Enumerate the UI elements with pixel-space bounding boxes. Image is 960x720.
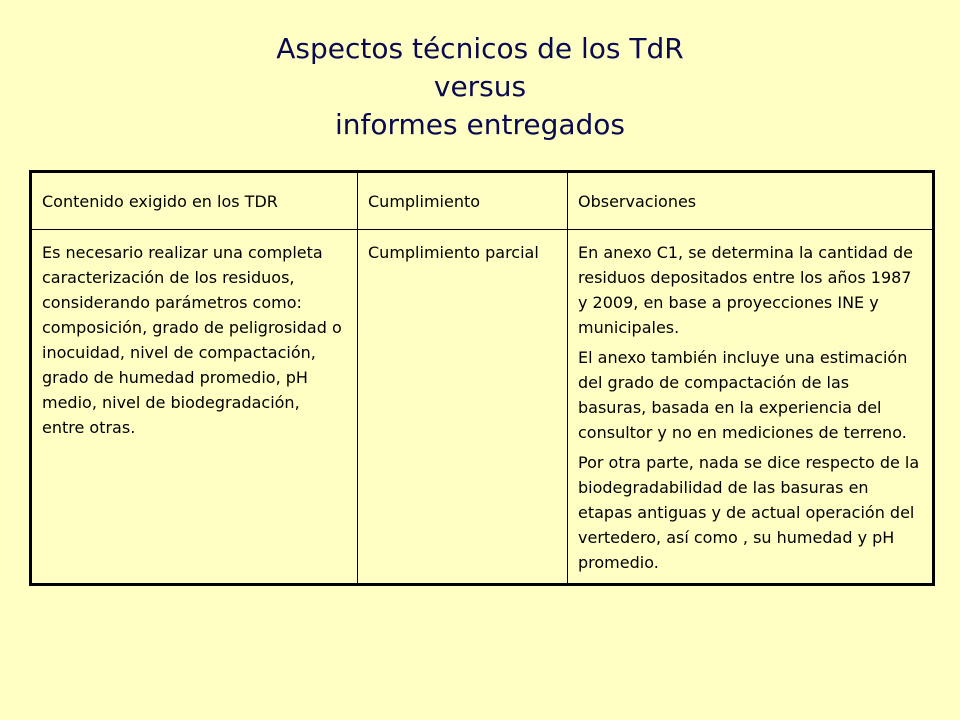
slide-title-line-1: Aspectos técnicos de los TdR — [276, 32, 684, 65]
slide-title — [0, 30, 960, 144]
header-requirement: Contenido exigido en los TDR — [31, 172, 358, 230]
table-header-row — [31, 172, 934, 230]
table-row — [31, 230, 934, 585]
cell-requirement: Es necesario realizar una completa caracterización de los residuos, considerando parámetros como: composición, grado de peligrosidad o inocuidad, nivel de compactación, grado de humedad promedio, pH medio, nivel de biodegradación, entre otras. — [31, 230, 358, 585]
header-observations: Observaciones — [568, 172, 934, 230]
header-compliance: Cumplimiento — [358, 172, 568, 230]
cell-observations — [568, 230, 934, 585]
observation-paragraph-2: El anexo también incluye una estimación del grado de compactación de las basuras, basada en la experiencia del consultor y no en mediciones de terreno. — [578, 348, 908, 442]
observation-paragraph-3: Por otra parte, nada se dice respecto de la biodegradabilidad de las basuras en etapas antiguas y de actual operación del vertedero, así como , su humedad y pH promedio. — [578, 453, 920, 572]
slide-title-line-3: informes entregados — [334, 108, 626, 141]
observation-paragraph-1: En anexo C1, se determina la cantidad de residuos depositados entre los años 1987 y 2009, en base a proyecciones INE y municipales. — [578, 243, 913, 337]
slide-title-line-2: versus — [433, 70, 527, 103]
cell-compliance: Cumplimiento parcial — [358, 230, 568, 585]
requirements-table — [29, 170, 935, 586]
